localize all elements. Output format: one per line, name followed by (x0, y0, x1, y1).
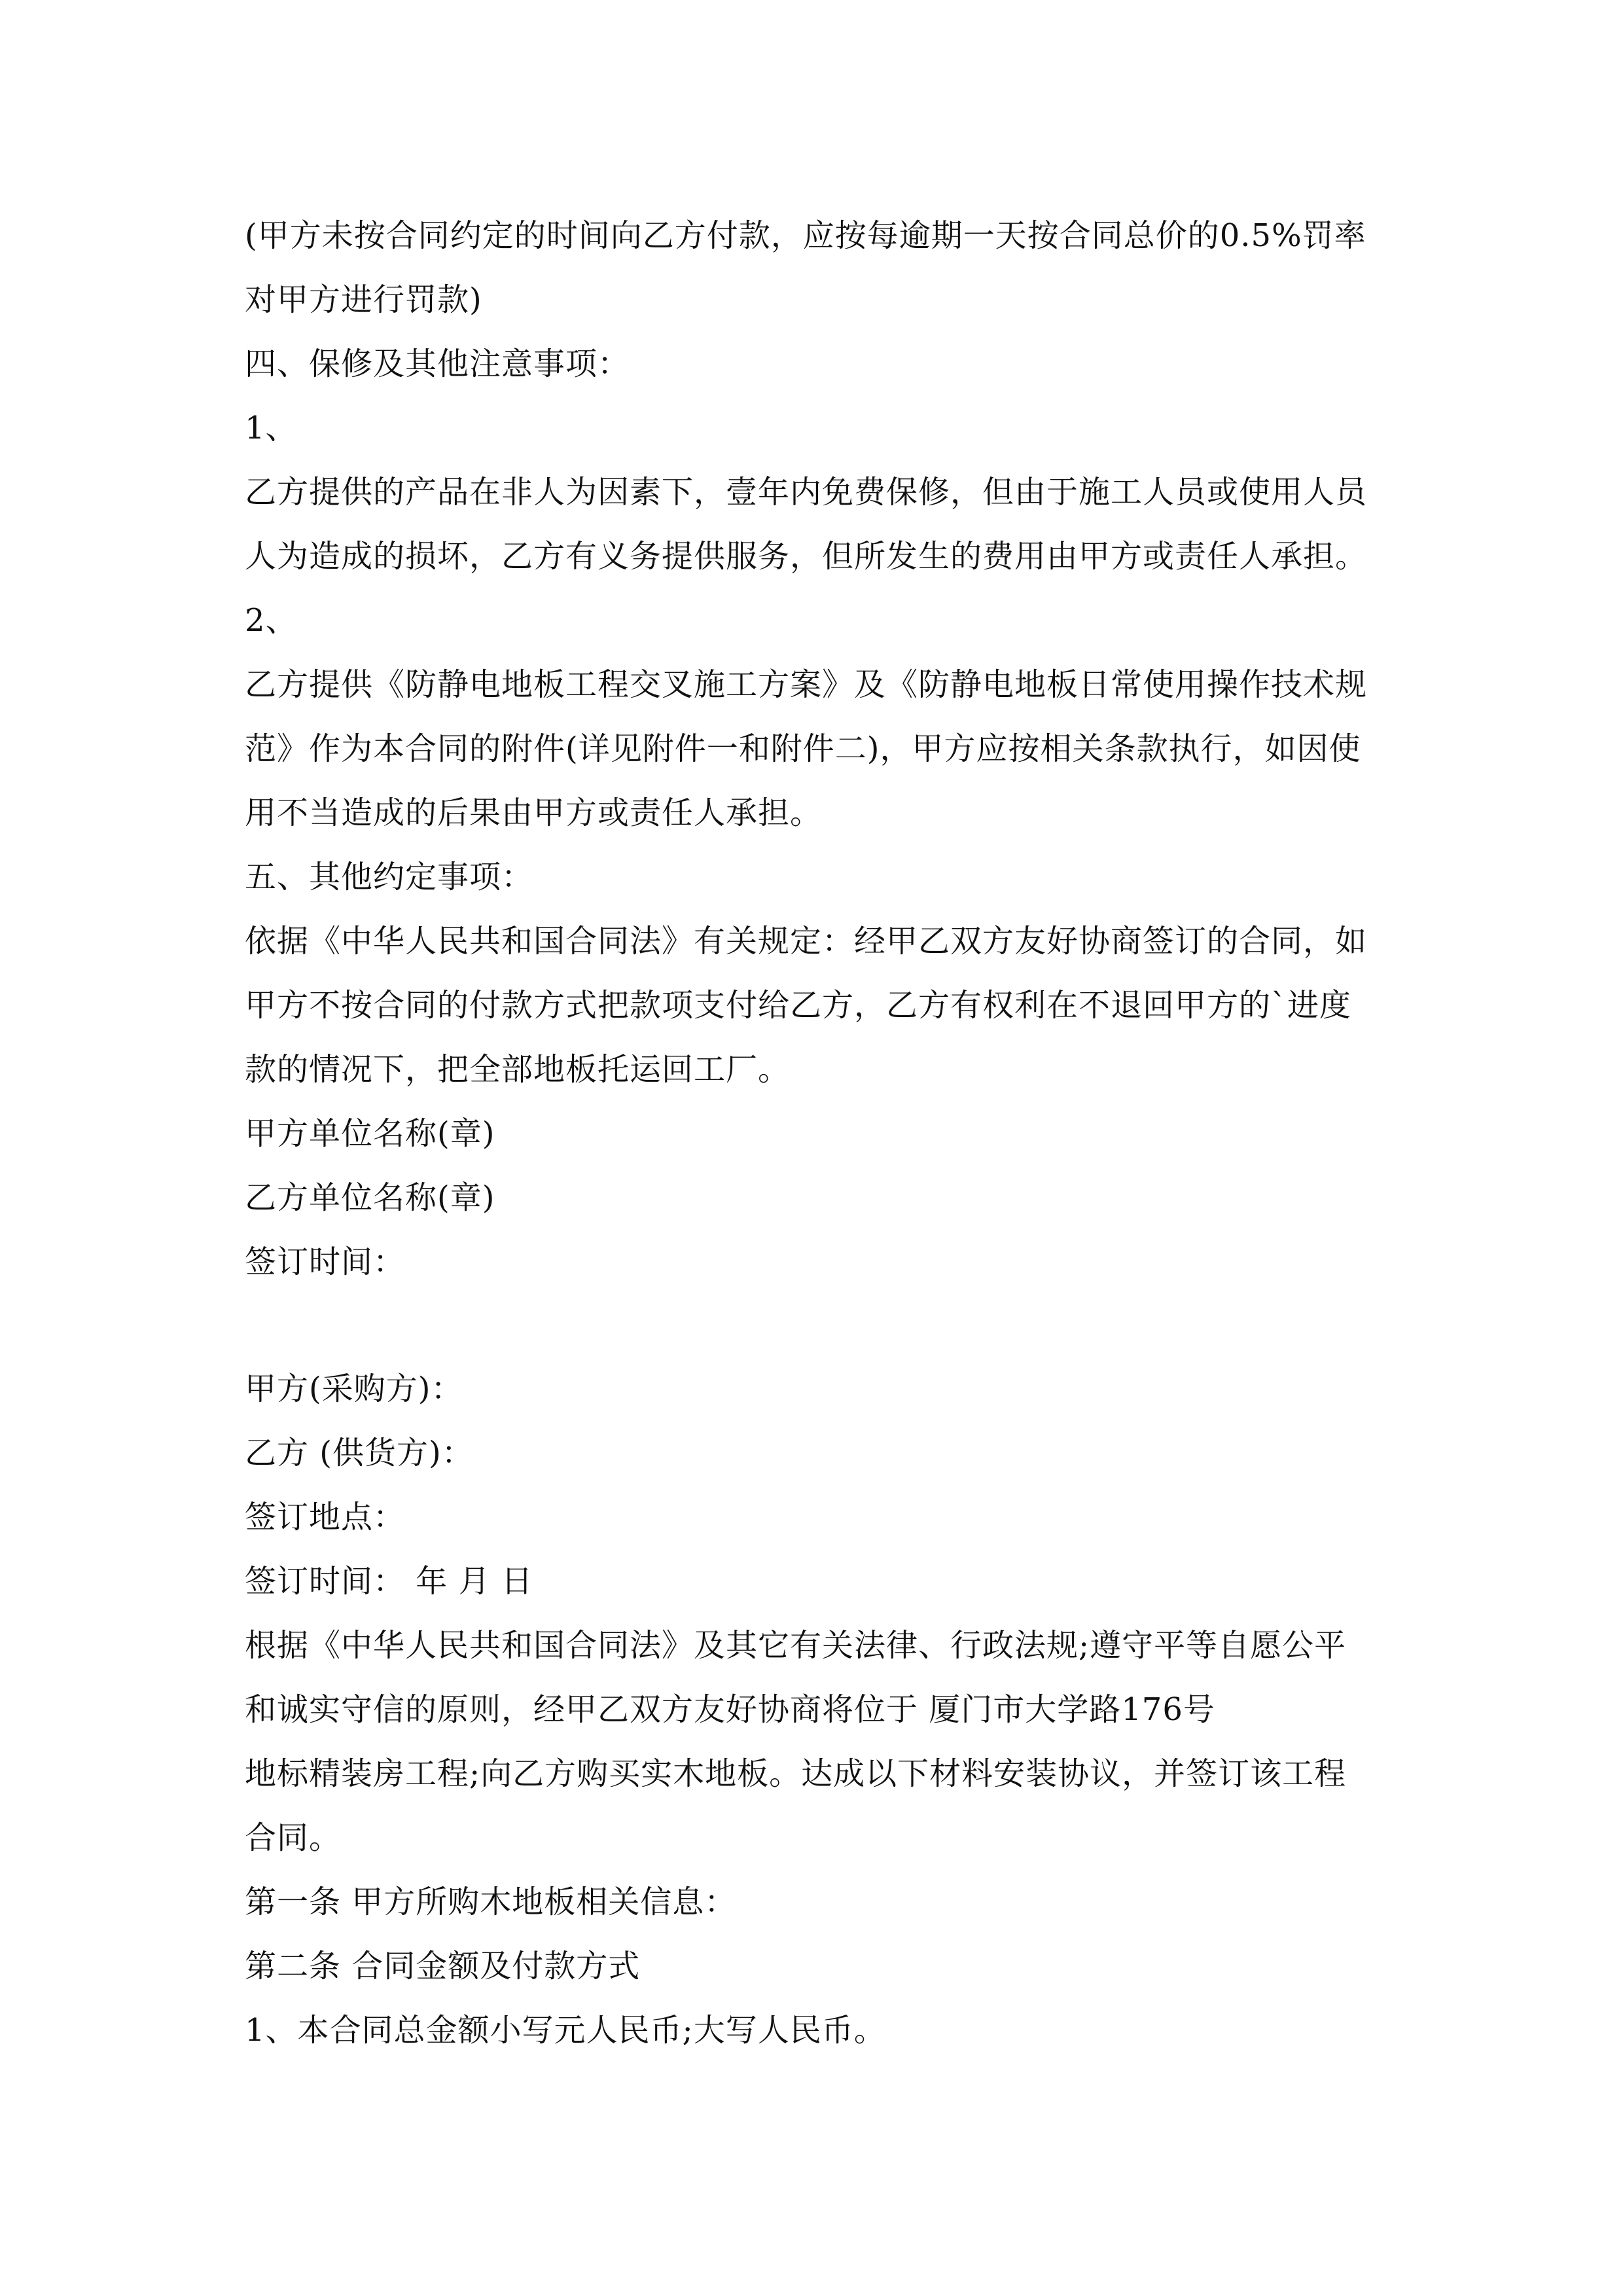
text-line: 依据《中华人民共和国合同法》有关规定：经甲乙双方友好协商签订的合同，如 (245, 923, 1368, 960)
text-line: 人为造成的损坏，乙方有义务提供服务，但所发生的费用由甲方或责任人承担。 (245, 538, 1368, 575)
article-heading: 第一条 甲方所购木地板相关信息： (245, 1884, 737, 1920)
text-line: 范》作为本合同的附件(详见附件一和附件二)，甲方应按相关条款执行，如因使 (245, 730, 1361, 767)
article-heading: 第二条 合同金额及付款方式 (245, 1948, 641, 1984)
signature-field: 签订时间： (245, 1244, 406, 1280)
text-line: 乙方提供的产品在非人为因素下，壹年内免费保修，但由于施工人员或使用人员 (245, 474, 1368, 511)
item-number: 1、 (245, 410, 298, 446)
text-line: 根据《中华人民共和国合同法》及其它有关法律、行政法规;遵守平等自愿公平 (245, 1627, 1347, 1664)
text-line: 地标精装房工程;向乙方购买实木地板。达成以下材料安装协议，并签订该工程 (245, 1755, 1347, 1792)
signature-field: 甲方单位名称(章) (245, 1115, 495, 1152)
signature-field: 乙方单位名称(章) (245, 1179, 495, 1216)
text-line: 甲方不按合同的付款方式把款项支付给乙方，乙方有权利在不退回甲方的`进度 (245, 987, 1352, 1024)
section-heading: 四、保修及其他注意事项： (245, 346, 630, 382)
document-body (245, 204, 1397, 2062)
party-field: 签订时间： 年 月 日 (245, 1563, 533, 1600)
text-line: 和诚实守信的原则，经甲乙双方友好协商将位于 厦门市大学路176号 (245, 1691, 1215, 1728)
text-line: 1、本合同总金额小写元人民币;大写人民币。 (245, 2012, 886, 2049)
party-field: 签订地点： (245, 1499, 406, 1535)
text-line: 款的情况下，把全部地板托运回工厂。 (245, 1051, 791, 1088)
party-field: 甲方(采购方)： (245, 1371, 463, 1407)
text-line: 乙方提供《防静电地板工程交叉施工方案》及《防静电地板日常使用操作技术规 (245, 666, 1368, 703)
section-heading: 五、其他约定事项： (245, 859, 534, 895)
text-line: 合同。 (245, 1820, 342, 1856)
text-line: 对甲方进行罚款) (245, 281, 482, 318)
text-line: 用不当造成的后果由甲方或责任人承担。 (245, 795, 823, 831)
text-line: (甲方未按合同约定的时间向乙方付款，应按每逾期一天按合同总价的0.5%罚率 (245, 217, 1366, 254)
party-field: 乙方 (供货方)： (245, 1435, 474, 1471)
blank-line (245, 1294, 1397, 1357)
item-number: 2、 (245, 602, 298, 639)
